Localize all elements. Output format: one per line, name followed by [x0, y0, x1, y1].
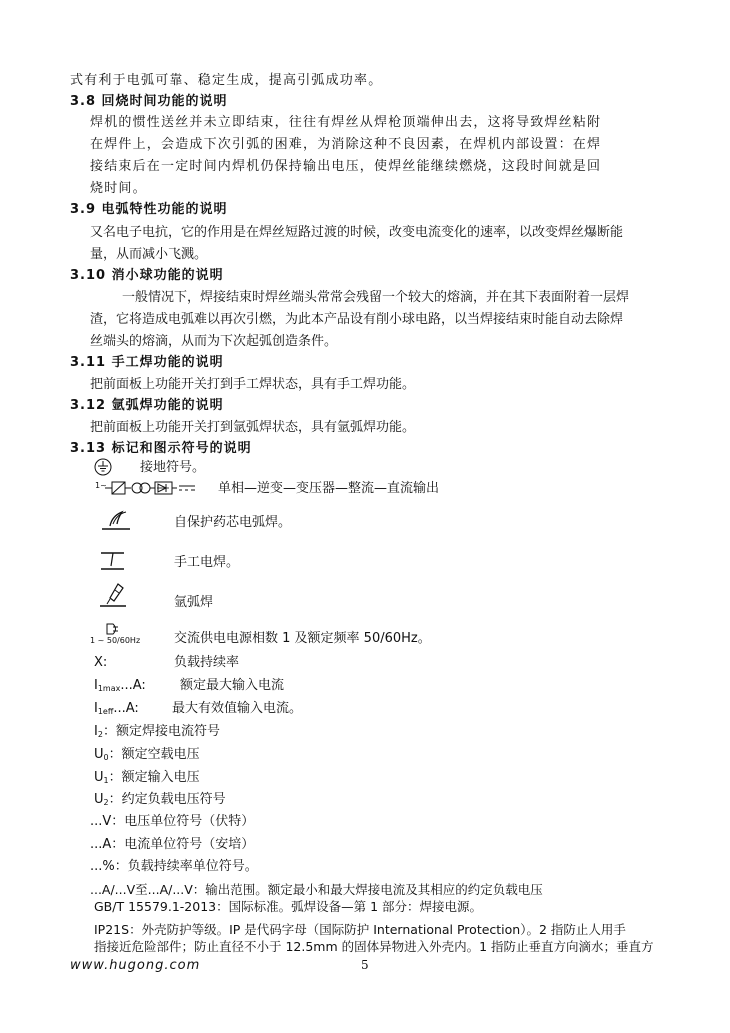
- section-heading-3-12: 3.12 氩弧焊功能的说明: [70, 398, 224, 413]
- i2-sub: 2: [97, 730, 103, 739]
- ip-rating-line: IP21S：外壳防护等级。IP 是代码字母（国际防护 International Protection）。2 指防止人用手: [94, 922, 626, 937]
- paragraph-line: 又名电子电抗，它的作用是在焊丝短路过渡的时候，改变电流变化的速率，以改变焊丝爆断能: [90, 225, 624, 240]
- i2-main: I: [94, 724, 98, 739]
- u1-main: U: [94, 770, 104, 785]
- paragraph-line: 烧时间。: [90, 181, 147, 196]
- i1eff-symbol: [94, 700, 139, 717]
- standard-line: GB/T 15579.1-2013：国际标准。弧焊设备—第 1 部分：焊接电源。: [94, 899, 482, 914]
- amp-unit-line: ...A：电流单位符号（安培）: [90, 837, 255, 852]
- i1max-symbol-desc: 额定最大输入电流: [180, 678, 285, 693]
- volt-unit-line: ...V：电压单位符号（伏特）: [90, 814, 255, 829]
- u2-sub: 2: [103, 798, 109, 807]
- i2-desc: ：额定焊接电流符号: [102, 724, 220, 739]
- x-symbol-desc: 负载持续率: [174, 655, 240, 670]
- ground-icon: [94, 458, 112, 476]
- u2-desc: ：约定负载电压符号: [108, 792, 226, 807]
- percent-unit-line: ...%：负载持续率单位符号。: [90, 859, 258, 874]
- u0-desc: ：额定空载电压: [108, 747, 200, 762]
- i1eff-symbol-desc: 最大有效值输入电流。: [172, 701, 303, 716]
- u1-desc: ：额定输入电压: [108, 770, 200, 785]
- inverter-symbol-desc: 单相—逆变—变压器—整流—直流输出: [218, 481, 440, 496]
- paragraph-line: 丝端头的熔滴，从而为下次起弧创造条件。: [90, 334, 338, 349]
- u0-symbol-line: [94, 746, 200, 763]
- manual-symbol-desc: 手工电焊。: [174, 555, 240, 570]
- ground-symbol-desc: 接地符号。: [140, 460, 206, 475]
- paragraph-line: 把前面板上功能开关打到氩弧焊状态，具有氩弧焊功能。: [90, 420, 416, 435]
- manual-welding-icon: [98, 550, 128, 572]
- i1eff-main: I: [94, 701, 98, 716]
- paragraph-line: 在焊件上，会造成下次引弧的困难，为消除这种不良因素，在焊机内部设置：在焊: [90, 137, 602, 152]
- paragraph-line: 一般情况下，焊接结束时焊丝端头常常会残留一个较大的熔滴，并在其下表面附着一层焊: [122, 290, 630, 305]
- supply-symbol-label: 1 ~ 50/60Hz: [90, 636, 141, 645]
- i1max-sub: 1max: [97, 684, 121, 693]
- footer-url: www.hugong.com: [70, 958, 201, 973]
- section-heading-3-8: 3.8 回烧时间功能的说明: [70, 94, 228, 109]
- i1max-main: I: [94, 678, 98, 693]
- plug-icon: [103, 622, 121, 636]
- i1max-tail: ...A:: [120, 678, 146, 693]
- self-shield-symbol-desc: 自保护药芯电弧焊。: [174, 515, 292, 530]
- paragraph-line: 接结束后在一定时间内焊机仍保持输出电压，使焊丝能继续燃烧，这段时间就是回: [90, 159, 602, 174]
- i2-symbol-line: [94, 723, 220, 740]
- u0-main: U: [94, 747, 104, 762]
- inverter-prefix: 1~: [95, 481, 107, 490]
- self-shield-welding-icon: [100, 508, 134, 534]
- i1eff-sub: 1eff: [97, 707, 114, 716]
- u2-main: U: [94, 792, 104, 807]
- ip-rating-line: 指接近危险部件；防止直径不小于 12.5mm 的固体异物进入外壳内。1 指防止垂直方向滴水；垂直方: [94, 939, 654, 954]
- text-line: 式有利于电弧可靠、稳定生成，提高引弧成功率。: [70, 73, 383, 88]
- section-heading-3-11: 3.11 手工焊功能的说明: [70, 355, 224, 370]
- paragraph-line: 焊机的惯性送丝并未立即结束，往往有焊丝从焊枪顶端伸出去，这将导致焊丝粘附: [90, 115, 602, 130]
- i1eff-tail: ...A:: [113, 701, 139, 716]
- page-number: 5: [361, 958, 369, 972]
- paragraph-line: 把前面板上功能开关打到手工焊状态，具有手工焊功能。: [90, 377, 416, 392]
- u1-symbol-line: [94, 769, 200, 786]
- section-heading-3-13: 3.13 标记和图示符号的说明: [70, 441, 252, 456]
- u1-sub: 1: [103, 776, 109, 785]
- supply-symbol-desc: 交流供电电源相数 1 及额定频率 50/60Hz。: [174, 631, 431, 646]
- u2-symbol-line: [94, 791, 226, 808]
- section-heading-3-9: 3.9 电弧特性功能的说明: [70, 202, 228, 217]
- tig-symbol-desc: 氩弧焊: [174, 595, 214, 610]
- tig-welding-icon: [98, 582, 130, 612]
- x-symbol: X:: [94, 655, 108, 670]
- section-heading-3-10: 3.10 消小球功能的说明: [70, 268, 224, 283]
- inverter-chain-icon: [95, 480, 215, 496]
- i1max-symbol: [94, 677, 146, 694]
- paragraph-line: 渣，它将造成电弧难以再次引燃，为此本产品设有削小球电路，以当焊接结束时能自动去除焊: [90, 312, 624, 327]
- paragraph-line: 量，从而减小飞溅。: [90, 247, 208, 262]
- output-range-line: ...A/...V至...A/...V：输出范围。额定最小和最大焊接电流及其相应的约定负载电压: [90, 882, 543, 897]
- u0-sub: 0: [103, 753, 109, 762]
